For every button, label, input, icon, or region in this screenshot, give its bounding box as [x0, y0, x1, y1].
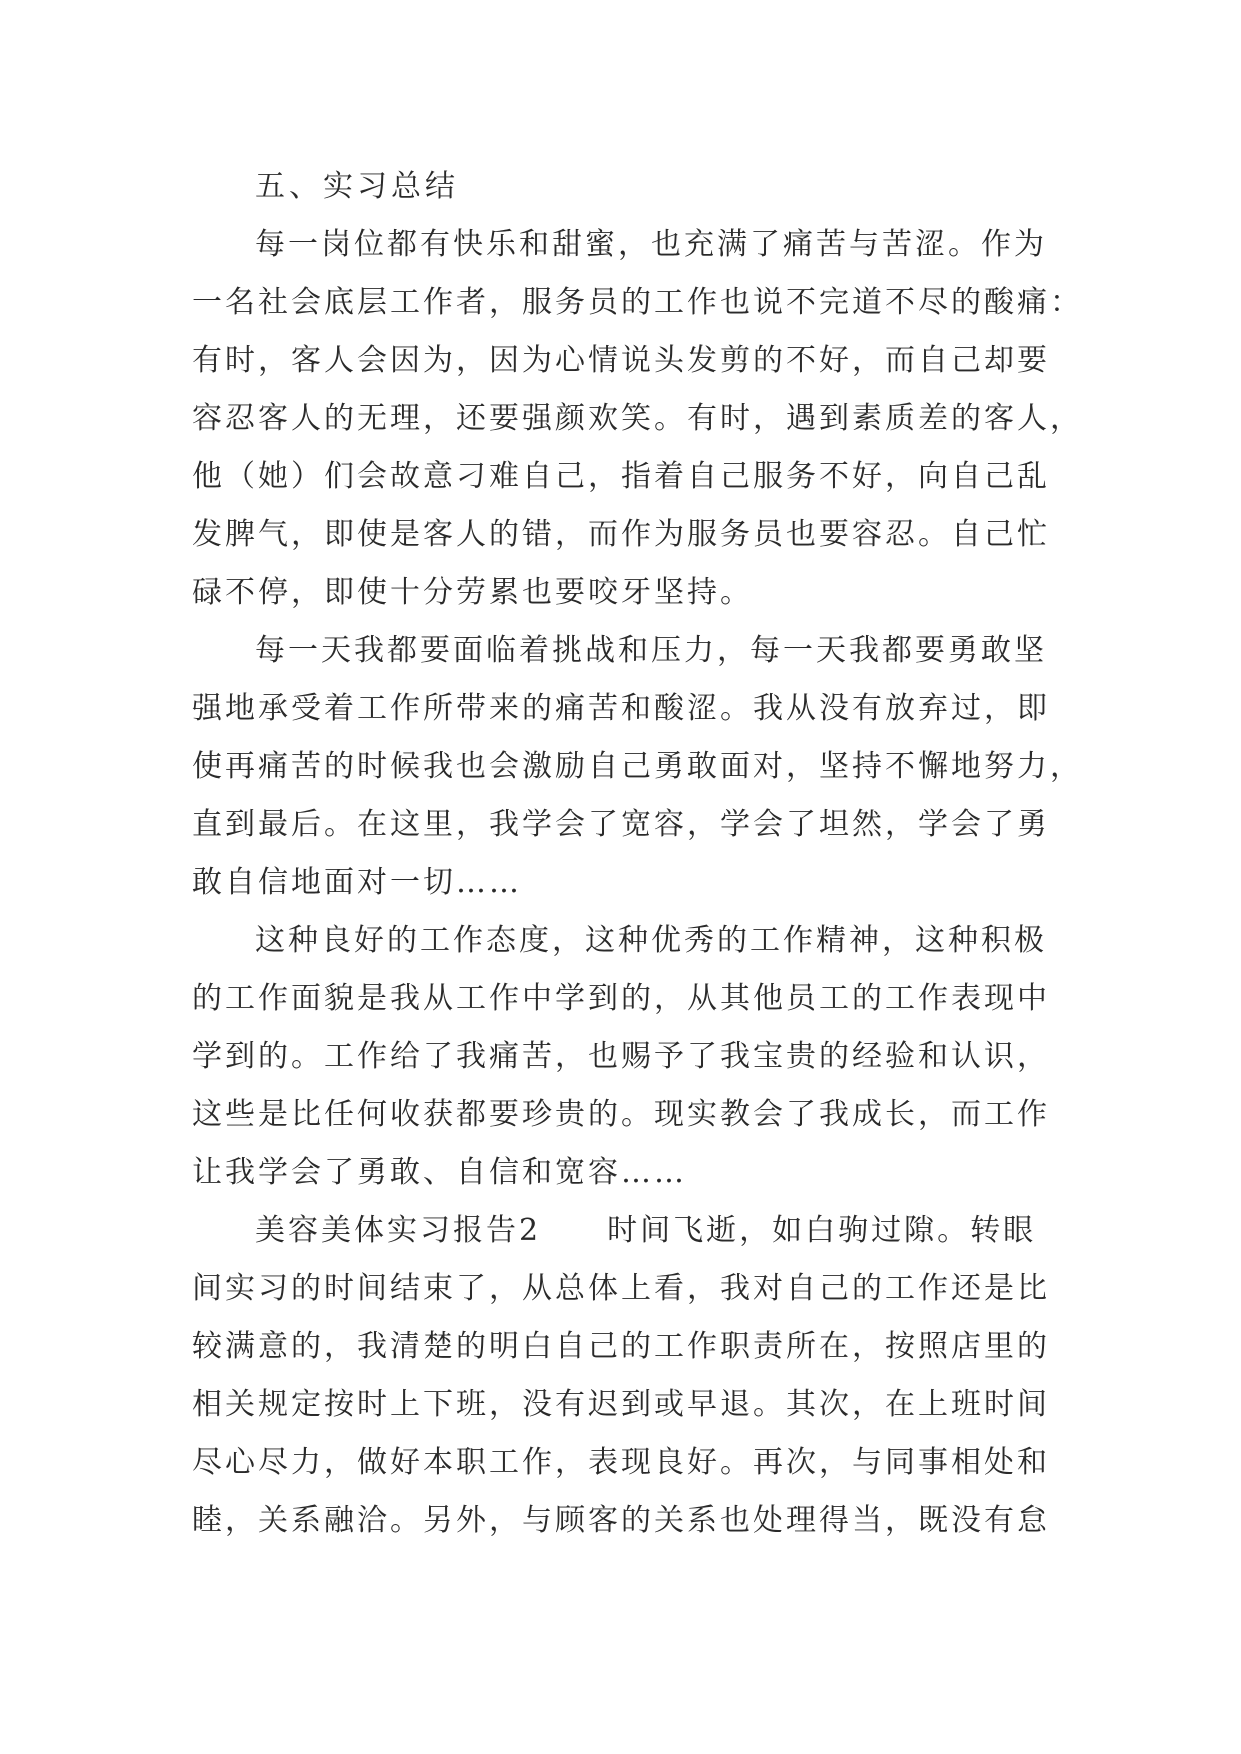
paragraph-line: 较满意的，我清楚的明白自己的工作职责所在，按照店里的 — [192, 1329, 1050, 1364]
paragraph-line: 学到的。工作给了我痛苦，也赐予了我宝贵的经验和认识， — [192, 1039, 1050, 1074]
paragraph-line: 一名社会底层工作者，服务员的工作也说不完道不尽的酸痛： — [192, 285, 1083, 320]
section-heading: 五、实习总结 — [255, 169, 459, 204]
paragraph-line: 尽心尽力，做好本职工作，表现良好。再次，与同事相处和 — [192, 1445, 1050, 1480]
paragraph-line: 让我学会了勇敢、自信和宽容…… — [192, 1155, 687, 1190]
paragraph-line: 有时，客人会因为，因为心情说头发剪的不好，而自己却要 — [192, 343, 1050, 378]
paragraph-line: 直到最后。在这里，我学会了宽容，学会了坦然，学会了勇 — [192, 807, 1050, 842]
paragraph-line: 相关规定按时上下班，没有迟到或早退。其次，在上班时间 — [192, 1387, 1050, 1422]
paragraph-line: 他（她）们会故意刁难自己，指着自己服务不好，向自己乱 — [192, 459, 1050, 494]
document-body — [192, 158, 1083, 1550]
paragraph-line: 这种良好的工作态度，这种优秀的工作精神，这种积极 — [255, 923, 1047, 958]
paragraph-line: 发脾气，即使是客人的错，而作为服务员也要容忍。自己忙 — [192, 517, 1050, 552]
paragraph-line: 敢自信地面对一切…… — [192, 865, 522, 900]
paragraph-line: 睦，关系融洽。另外，与顾客的关系也处理得当，既没有怠 — [192, 1503, 1050, 1538]
paragraph-line: 使再痛苦的时候我也会激励自己勇敢面对，坚持不懈地努力， — [192, 749, 1083, 784]
paragraph-line: 美容美体实习报告2 时间飞逝，如白驹过隙。转眼 — [255, 1213, 1037, 1248]
paragraph-line: 每一岗位都有快乐和甜蜜，也充满了痛苦与苦涩。作为 — [255, 227, 1047, 262]
paragraph-line: 这些是比任何收获都要珍贵的。现实教会了我成长，而工作 — [192, 1097, 1050, 1132]
paragraph-line: 间实习的时间结束了，从总体上看，我对自己的工作还是比 — [192, 1271, 1050, 1306]
paragraph-line: 每一天我都要面临着挑战和压力，每一天我都要勇敢坚 — [255, 633, 1047, 668]
paragraph-line: 的工作面貌是我从工作中学到的，从其他员工的工作表现中 — [192, 981, 1050, 1016]
paragraph-line: 容忍客人的无理，还要强颜欢笑。有时，遇到素质差的客人， — [192, 401, 1083, 436]
paragraph-line: 碌不停，即使十分劳累也要咬牙坚持。 — [192, 575, 753, 610]
paragraph-line: 强地承受着工作所带来的痛苦和酸涩。我从没有放弃过，即 — [192, 691, 1050, 726]
